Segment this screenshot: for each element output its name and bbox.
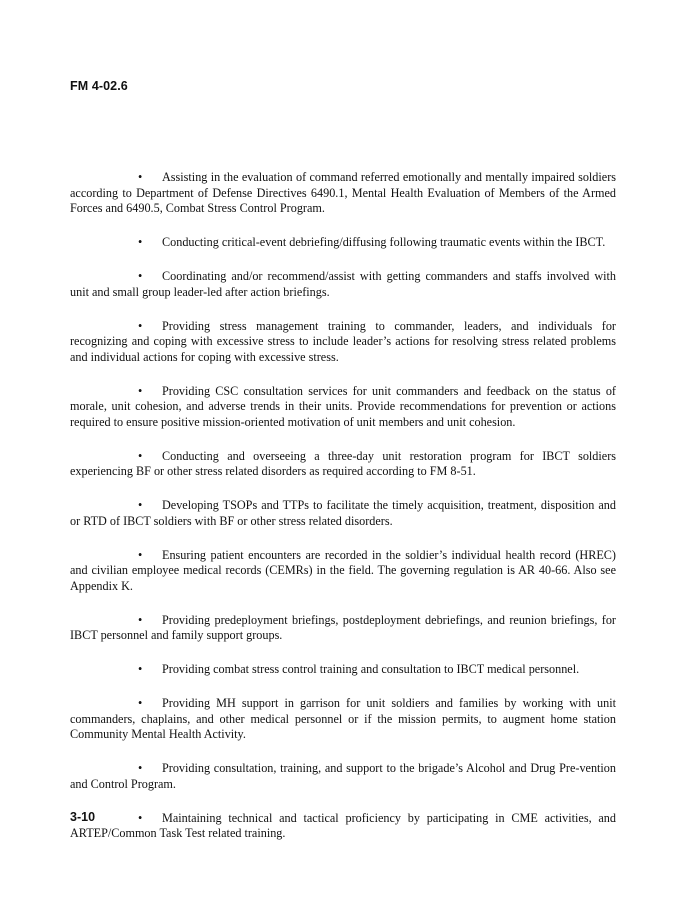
list-item <box>70 498 616 529</box>
bullet-icon: • <box>138 696 143 710</box>
list-item <box>70 548 616 595</box>
list-item-text: Assisting in the evaluation of command referred emotionally and mentally impaired soldiers according to Department of Defense Directives 6490.1, Mental Health Evaluation of Members of the Armed Forces and 6490.5, Combat Stress Control Program. <box>70 170 616 215</box>
bullet-icon: • <box>138 269 143 283</box>
bullet-icon: • <box>138 498 143 512</box>
list-item-text: Ensuring patient encounters are recorded in the soldier’s individual health record (HREC) and civilian employee medical records (CEMRs) in the field. The governing regulation is AR 40-66. Also see Appendix K. <box>70 547 616 593</box>
list-item-text: Providing predeployment briefings, postdeployment debriefings, and reunion briefings, for IBCT personnel and family support groups. <box>70 612 616 642</box>
list-item-text: Maintaining technical and tactical proficiency by participating in CME activities, and ARTEP/Common Task Test related training. <box>70 810 616 840</box>
manual-designation-header: FM 4-02.6 <box>70 79 128 93</box>
list-item <box>70 170 616 217</box>
bullet-icon: • <box>138 612 143 627</box>
bullet-icon: • <box>138 448 143 463</box>
list-item <box>70 235 616 251</box>
list-item-text: Conducting and overseeing a three-day unit restoration program for IBCT soldiers experiencing BF or other stress related disorders as required according to FM 8-51. <box>70 448 616 478</box>
list-item <box>70 761 616 792</box>
list-item-text: Providing stress management training to commander, leaders, and individuals for recognizing and coping with excessive stress to include leader’s actions for resolving stress related problems and individual actions for coping with excessive stress. <box>70 318 616 364</box>
bullet-icon: • <box>138 810 143 825</box>
list-item-text: Coordinating and/or recommend/assist with getting commanders and staffs involved with unit and small group leader-led after action briefings. <box>70 269 616 299</box>
list-item <box>70 662 616 678</box>
list-item-text: Providing consultation, training, and support to the brigade’s Alcohol and Drug Pre-vention and Control Program. <box>70 761 616 791</box>
list-item <box>70 696 616 743</box>
list-item <box>70 319 616 366</box>
page-number: 3-10 <box>70 810 96 824</box>
bullet-icon: • <box>138 235 143 249</box>
bullet-icon: • <box>138 383 143 398</box>
list-item-text: Providing MH support in garrison for unit soldiers and families by working with unit commanders, chaplains, and other medical personnel or if the mission permits, to augment home station Community Mental Health Activity. <box>70 696 616 741</box>
list-item-text: Providing CSC consultation services for unit commanders and feedback on the status of morale, unit cohesion, and adverse trends in their units. Provide recommendations for prevention or actions required to ensure positive mission-oriented motivation of unit members and unit cohesion. <box>70 383 616 429</box>
list-item-text: Providing combat stress control training and consultation to IBCT medical personnel. <box>162 662 580 676</box>
bullet-icon: • <box>138 170 143 184</box>
bullet-icon: • <box>138 318 143 333</box>
list-item <box>70 449 616 480</box>
list-item <box>70 613 616 644</box>
bullet-icon: • <box>138 547 143 562</box>
bullet-icon: • <box>138 761 143 775</box>
list-item <box>70 384 616 431</box>
list-item <box>70 811 616 842</box>
bullet-icon: • <box>138 662 143 676</box>
list-item-text: Developing TSOPs and TTPs to facilitate the timely acquisition, treatment, disposition and or RTD of IBCT soldiers with BF or other stress related disorders. <box>70 498 616 528</box>
list-item-text: Conducting critical-event debriefing/diffusing following traumatic events within the IBCT. <box>162 235 606 249</box>
bullet-list <box>70 170 616 860</box>
list-item <box>70 269 616 300</box>
